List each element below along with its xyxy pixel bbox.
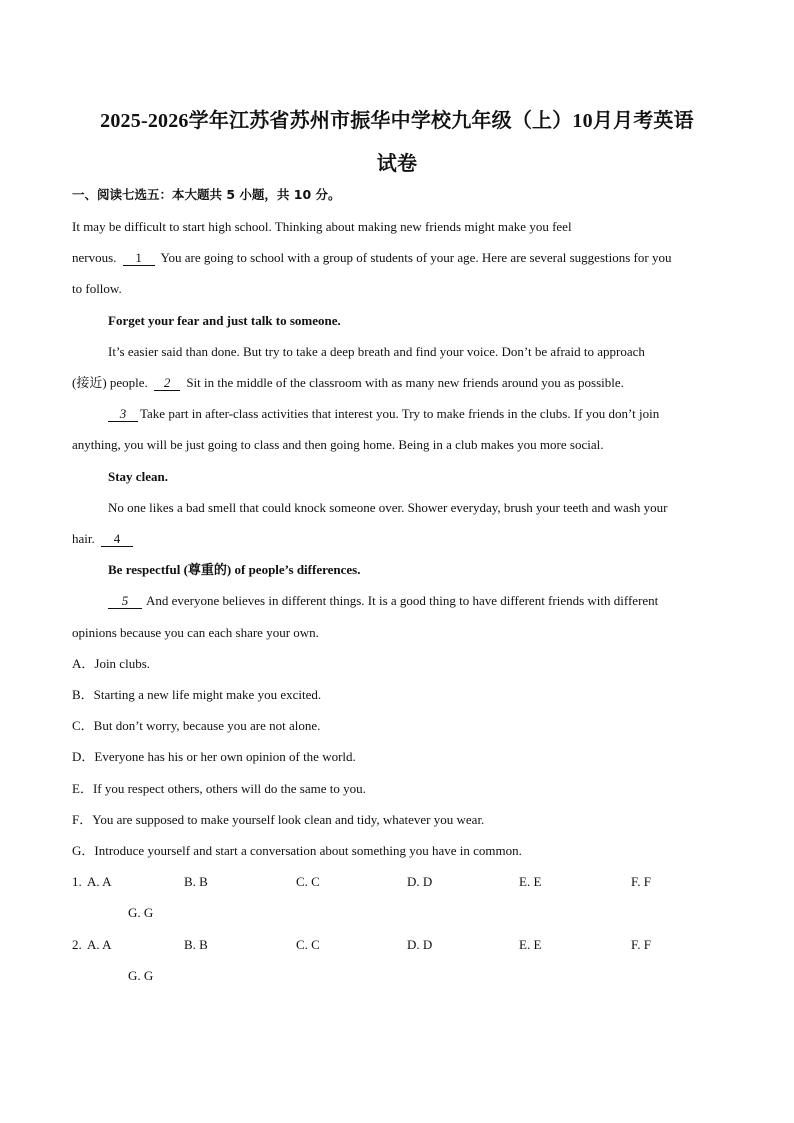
option-d: D．Everyone has his or her own opinion of the world. bbox=[72, 749, 356, 764]
option-g: G．Introduce yourself and start a conversation about something you have in common. bbox=[72, 843, 522, 858]
option-e: E．If you respect others, others will do the same to you. bbox=[72, 781, 366, 796]
passage-text: Sit in the middle of the classroom with as many new friends around you as possible. bbox=[186, 375, 624, 390]
passage-text: (接近) people. bbox=[72, 375, 148, 390]
choice-e[interactable]: E. E bbox=[519, 937, 542, 952]
subheading-talk: Forget your fear and just talk to someone. bbox=[108, 313, 341, 328]
passage-text: And everyone believes in different things. It is a good thing to have different friends with different bbox=[146, 593, 659, 608]
subheading-clean: Stay clean. bbox=[108, 469, 168, 484]
section-heading: 一、阅读七选五：本大题共 5 小题，共 10 分。 bbox=[72, 187, 341, 202]
passage-p4-line2 bbox=[72, 530, 716, 548]
passage-text: You are going to school with a group of students of your age. Here are several suggestions for you bbox=[160, 250, 672, 265]
choice-a[interactable]: A. A bbox=[87, 937, 112, 952]
answer-blank-5: 5 bbox=[108, 594, 142, 609]
choice-d[interactable]: D. D bbox=[407, 874, 433, 889]
choice-g[interactable]: G. G bbox=[128, 968, 154, 983]
option-a: A．Join clubs. bbox=[72, 656, 151, 671]
exam-title-line2: 试卷 bbox=[376, 153, 418, 175]
option-c: C．But don’t worry, because you are not alone. bbox=[72, 718, 321, 733]
choice-b[interactable]: B. B bbox=[184, 937, 208, 952]
answer-blank-1: 1 bbox=[123, 251, 155, 266]
passage-p2-line2 bbox=[72, 374, 716, 392]
exam-title-line1: 2025-2026学年江苏省苏州市振华中学校九年级（上）10月月考英语 bbox=[100, 110, 694, 132]
passage-p1-line2 bbox=[72, 249, 716, 267]
passage-p4-line1: No one likes a bad smell that could knock someone over. Shower everyday, brush your teeth and wash your bbox=[108, 500, 668, 515]
answer-blank-3: 3 bbox=[108, 407, 138, 422]
subheading-respect: Be respectful (尊重的) of people’s differences. bbox=[108, 562, 361, 577]
choice-b[interactable]: B. B bbox=[184, 874, 208, 889]
question-number: 1. bbox=[72, 874, 82, 889]
question-number: 2. bbox=[72, 937, 82, 952]
choice-c[interactable]: C. C bbox=[296, 874, 320, 889]
passage-text: nervous. bbox=[72, 250, 117, 265]
answer-blank-2: 2 bbox=[154, 376, 180, 391]
passage-p5-line2: opinions because you can each share your own. bbox=[72, 625, 319, 640]
choice-d[interactable]: D. D bbox=[407, 937, 433, 952]
passage-p1-line1: It may be difficult to start high school. Thinking about making new friends might make you feel bbox=[72, 219, 572, 234]
choice-f[interactable]: F. F bbox=[631, 874, 651, 889]
passage-p3-line1 bbox=[108, 405, 716, 423]
choice-e[interactable]: E. E bbox=[519, 874, 542, 889]
passage-p3-line2: anything, you will be just going to class and then going home. Being in a club makes you more social. bbox=[72, 437, 604, 452]
choice-a[interactable]: A. A bbox=[87, 874, 112, 889]
passage-text: hair. bbox=[72, 531, 95, 546]
option-b: B．Starting a new life might make you excited. bbox=[72, 687, 322, 702]
choice-f[interactable]: F. F bbox=[631, 937, 651, 952]
option-f: F．You are supposed to make yourself look clean and tidy, whatever you wear. bbox=[72, 812, 485, 827]
passage-text: Take part in after-class activities that interest you. Try to make friends in the clubs. If you don’t join bbox=[140, 406, 660, 421]
passage-p1-line3: to follow. bbox=[72, 281, 122, 296]
choice-g[interactable]: G. G bbox=[128, 905, 154, 920]
answer-blank-4: 4 bbox=[101, 532, 133, 547]
choice-c[interactable]: C. C bbox=[296, 937, 320, 952]
passage-p5-line1 bbox=[108, 592, 716, 610]
passage-p2-line1: It’s easier said than done. But try to take a deep breath and find your voice. Don’t be afraid to approach bbox=[108, 344, 645, 359]
